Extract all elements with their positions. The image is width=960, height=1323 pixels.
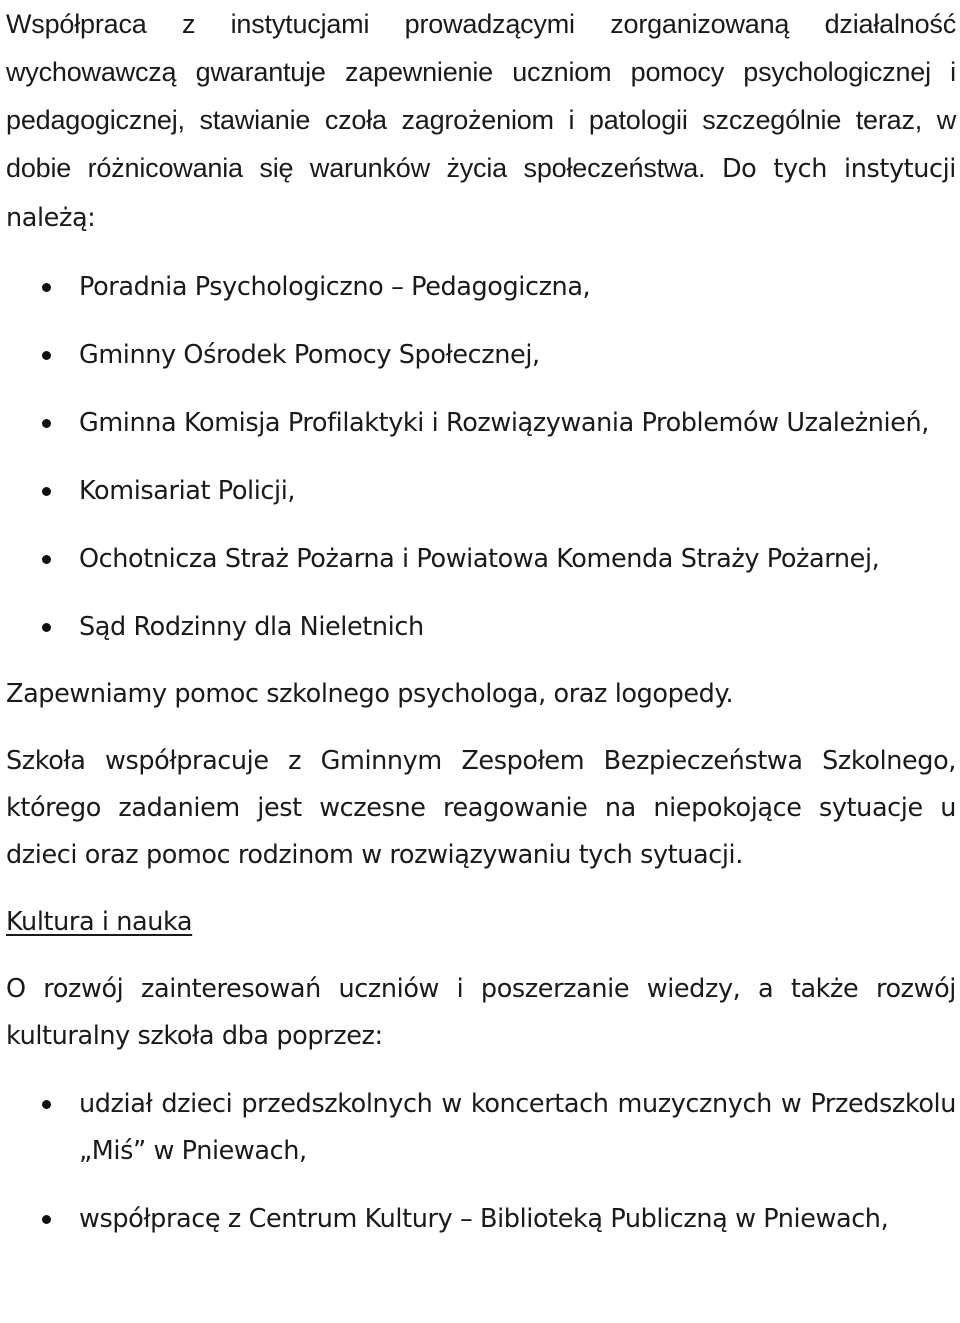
cooperation-intro-main: Współpraca z instytucjami prowadzącymi zorganizowaną działalność wychowawczą gwarantuje zapewnienie uczniom pomocy psychologicznej i pedagogicznej, stawianie czoła zagrożeniom i patologii szczególnie teraz, w dobie różnicowania się warunków życia społeczeństwa. <box>6 9 956 183</box>
culture-heading: Kultura i nauka <box>6 907 193 937</box>
bullet-icon <box>42 351 51 360</box>
cooperation-intro <box>6 0 956 242</box>
list-item <box>6 1196 956 1243</box>
cooperation-intro-lead: Do tych instytucji należą: <box>6 154 956 233</box>
list-item <box>6 468 956 515</box>
bullet-icon <box>42 1215 51 1224</box>
list-item <box>6 536 956 583</box>
bullet-icon <box>42 555 51 564</box>
bullet-icon <box>42 283 51 292</box>
institutions-list <box>6 264 956 651</box>
list-item <box>6 332 956 379</box>
bullet-icon <box>42 623 51 632</box>
bullet-icon <box>42 419 51 428</box>
safety-team-note: Szkoła współpracuje z Gminnym Zespołem Bezpieczeństwa Szkolnego, którego zadaniem jest wczesne reagowanie na niepokojące sytuacje u dzieci oraz pomoc rodzinom w rozwiązywaniu tych sytuacji. <box>6 746 956 870</box>
list-item-text: Sąd Rodzinny dla Nieletnich <box>79 612 424 642</box>
list-item <box>6 264 956 311</box>
culture-activities-list <box>6 1081 956 1243</box>
list-item <box>6 400 956 447</box>
list-item-text: udział dzieci przedszkolnych w koncertach muzycznych w Przedszkolu „Miś” w Pniewach, <box>79 1089 956 1166</box>
culture-intro: O rozwój zainteresowań uczniów i poszerzanie wiedzy, a także rozwój kulturalny szkoła dba poprzez: <box>6 974 956 1051</box>
list-item-text: Gminny Ośrodek Pomocy Społecznej, <box>79 340 540 370</box>
bullet-icon <box>42 487 51 496</box>
list-item-text: Gminna Komisja Profilaktyki i Rozwiązywania Problemów Uzależnień, <box>79 408 929 438</box>
list-item <box>6 604 956 651</box>
support-note: Zapewniamy pomoc szkolnego psychologa, oraz logopedy. <box>6 679 734 709</box>
list-item-text: Ochotnicza Straż Pożarna i Powiatowa Komenda Straży Pożarnej, <box>79 544 880 574</box>
list-item-text: Poradnia Psychologiczno – Pedagogiczna, <box>79 272 591 302</box>
list-item-text: współpracę z Centrum Kultury – Biblioteką Publiczną w Pniewach, <box>79 1204 889 1234</box>
list-item <box>6 1081 956 1175</box>
list-item-text: Komisariat Policji, <box>79 476 296 506</box>
bullet-icon <box>42 1100 51 1109</box>
document-page <box>6 0 956 1243</box>
